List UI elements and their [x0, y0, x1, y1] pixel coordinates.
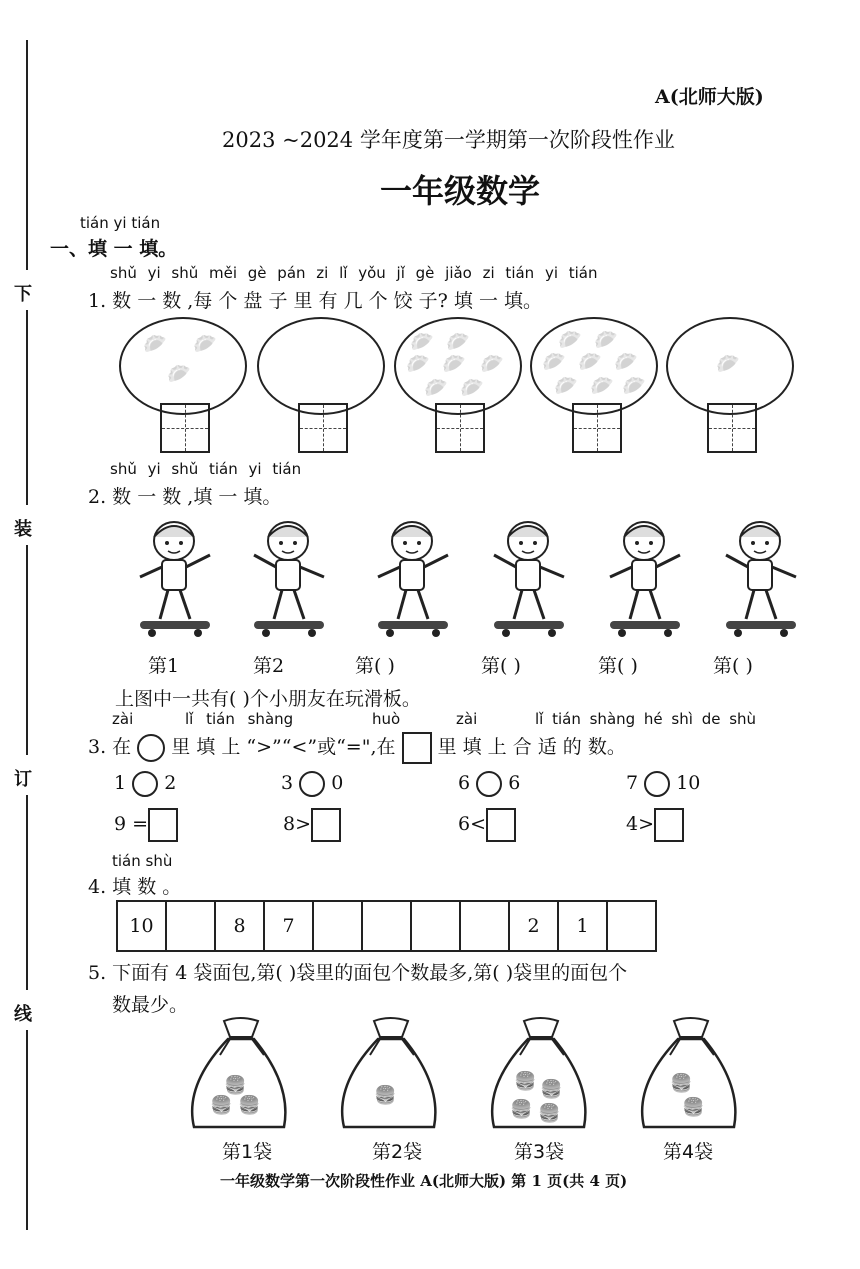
- binding-line: [26, 310, 28, 505]
- bag-label-4: 第4袋: [663, 1141, 714, 1163]
- q2-text: 2. 数 一 数 ,填 一 填。: [88, 486, 282, 508]
- plate-4: [530, 317, 658, 415]
- bread-icon: 🍔: [538, 1103, 561, 1124]
- bread-bag-4: [630, 1015, 750, 1135]
- bread-icon: 🍔: [224, 1075, 247, 1096]
- dumpling-icon: 🥟: [446, 331, 470, 353]
- skater-label-6[interactable]: 第( ): [713, 655, 753, 677]
- dumpling-icon: 🥟: [542, 351, 566, 373]
- term-title: 2023 ~2024 学年度第一学期第一次阶段性作业: [222, 128, 675, 152]
- compare-left: 3: [281, 772, 294, 794]
- compare-circle-input[interactable]: [644, 771, 670, 797]
- plate-1: [119, 317, 247, 415]
- compare-3: [458, 771, 520, 797]
- plate-3: [394, 317, 522, 415]
- skater-label-3[interactable]: 第( ): [355, 655, 395, 677]
- page-title: 一年级数学: [380, 172, 541, 210]
- sequence-cell[interactable]: [166, 901, 215, 951]
- dumpling-icon: 🥟: [442, 353, 466, 375]
- skater-figure: [130, 515, 218, 645]
- bread-bag-1: [180, 1015, 300, 1135]
- dumpling-icon: 🥟: [622, 375, 646, 397]
- binding-line-bottom: [26, 1030, 28, 1230]
- compare-2: [281, 771, 343, 797]
- skater-figure: [244, 515, 332, 645]
- compare-right: 2: [164, 772, 177, 794]
- bread-icon: 🍔: [210, 1095, 233, 1116]
- square-symbol: [402, 732, 432, 764]
- q5-line-2: 数最少。: [112, 994, 189, 1016]
- skater-label-1: 第1: [148, 655, 180, 677]
- q1-text: 1. 数 一 数 ,每 个 盘 子 里 有 几 个 饺 子? 填 一 填。: [88, 290, 542, 312]
- sequence-cell[interactable]: [313, 901, 362, 951]
- answer-box-4[interactable]: [572, 403, 622, 453]
- fill-prefix: 6<: [458, 813, 487, 835]
- q4-pinyin: tián shù: [112, 852, 173, 870]
- q2-sentence: 上图中一共有( )个小朋友在玩滑板。: [115, 688, 421, 710]
- binding-line-top: [26, 40, 28, 270]
- fill-box-input[interactable]: [486, 808, 516, 842]
- compare-1: [114, 771, 176, 797]
- skater-label-2: 第2: [253, 655, 285, 677]
- dumpling-icon: 🥟: [578, 351, 602, 373]
- sequence-cell: 10: [117, 901, 166, 951]
- plate-5: [666, 317, 794, 415]
- fill-prefix: 4>: [626, 813, 655, 835]
- skater-figure: [716, 515, 804, 645]
- compare-left: 1: [114, 772, 127, 794]
- dumpling-icon: 🥟: [558, 329, 582, 351]
- compare-right: 0: [331, 772, 344, 794]
- binding-line: [26, 545, 28, 755]
- sequence-cell: 2: [509, 901, 558, 951]
- skater-figure: [368, 515, 456, 645]
- dumpling-icon: 🥟: [424, 377, 448, 399]
- section1-pinyin: tián yi tián: [80, 214, 161, 232]
- compare-right: 6: [508, 772, 521, 794]
- bread-icon: 🍔: [514, 1071, 537, 1092]
- bag-label-2: 第2袋: [372, 1141, 423, 1163]
- binding-char-4: 线: [14, 1004, 32, 1025]
- bread-icon: 🍔: [540, 1079, 563, 1100]
- q3-text-part-2: 里 填 上 “>”“<”或“=",在: [171, 736, 396, 758]
- plate-2: [257, 317, 385, 415]
- compare-left: 6: [458, 772, 471, 794]
- dumpling-icon: 🥟: [554, 375, 578, 397]
- bread-bag-2: [330, 1015, 450, 1135]
- bread-icon: 🍔: [510, 1099, 533, 1120]
- q3-pinyin-3: huò: [372, 710, 401, 728]
- fill-prefix: 8>: [283, 813, 312, 835]
- number-sequence-table: [116, 900, 657, 952]
- fill-prefix: 9 =: [114, 813, 149, 835]
- skater-figure: [484, 515, 572, 645]
- sequence-cell: 7: [264, 901, 313, 951]
- skater-label-4[interactable]: 第( ): [481, 655, 521, 677]
- dumpling-icon: 🥟: [716, 353, 740, 375]
- dumpling-icon: 🥟: [193, 333, 217, 355]
- sequence-cell[interactable]: [362, 901, 411, 951]
- q5-line-1: 5. 下面有 4 袋面包,第( )袋里的面包个数最多,第( )袋里的面包个: [88, 962, 628, 984]
- binding-line: [26, 795, 28, 990]
- bag-label-1: 第1袋: [222, 1141, 273, 1163]
- sequence-cell[interactable]: [607, 901, 656, 951]
- sequence-cell[interactable]: [460, 901, 509, 951]
- q3-text: [88, 732, 626, 764]
- dumpling-icon: 🥟: [614, 351, 638, 373]
- q4-text: 4. 填 数 。: [88, 876, 182, 898]
- bread-icon: 🍔: [374, 1085, 397, 1106]
- compare-circle-input[interactable]: [132, 771, 158, 797]
- fill-box-input[interactable]: [654, 808, 684, 842]
- circle-symbol: [137, 734, 165, 762]
- fill-1: [114, 808, 178, 842]
- q3-pinyin-1: zài: [112, 710, 134, 728]
- dumpling-icon: 🥟: [594, 329, 618, 351]
- skater-label-5[interactable]: 第( ): [598, 655, 638, 677]
- bag-label-3: 第3袋: [514, 1141, 565, 1163]
- answer-box-3[interactable]: [435, 403, 485, 453]
- dumpling-icon: 🥟: [167, 363, 191, 385]
- q3-text-part-1: 3. 在: [88, 736, 132, 758]
- q3-text-part-3: 里 填 上 合 适 的 数。: [437, 736, 626, 758]
- skater-figure: [600, 515, 688, 645]
- q3-pinyin-4: zài: [456, 710, 478, 728]
- compare-left: 7: [626, 772, 639, 794]
- bread-icon: 🍔: [238, 1095, 261, 1116]
- answer-box-5[interactable]: [707, 403, 757, 453]
- sequence-cell: 1: [558, 901, 607, 951]
- sequence-cell: 8: [215, 901, 264, 951]
- answer-box-1[interactable]: [160, 403, 210, 453]
- bread-bag-3: [480, 1015, 600, 1135]
- fill-box-input[interactable]: [148, 808, 178, 842]
- compare-4: [626, 771, 700, 797]
- sequence-row: [117, 901, 656, 951]
- binding-char-1: 下: [14, 284, 32, 305]
- bread-icon: 🍔: [682, 1097, 705, 1118]
- compare-right: 10: [676, 772, 701, 794]
- dumpling-icon: 🥟: [480, 353, 504, 375]
- q3-pinyin-2: lǐ tián shàng: [185, 710, 294, 728]
- compare-circle-input[interactable]: [476, 771, 502, 797]
- dumpling-icon: 🥟: [143, 333, 167, 355]
- q3-pinyin-5: lǐ tián shàng hé shì de shù: [535, 710, 757, 728]
- dumpling-icon: 🥟: [406, 353, 430, 375]
- bread-icon: 🍔: [670, 1073, 693, 1094]
- sequence-cell[interactable]: [411, 901, 460, 951]
- fill-3: [458, 808, 516, 842]
- section1-title: 一、填 一 填。: [50, 238, 178, 260]
- fill-2: [283, 808, 341, 842]
- compare-circle-input[interactable]: [299, 771, 325, 797]
- answer-box-2[interactable]: [298, 403, 348, 453]
- dumpling-icon: 🥟: [590, 375, 614, 397]
- q2-pinyin: shǔ yi shǔ tián yi tián: [110, 460, 302, 478]
- binding-char-2: 装: [14, 519, 32, 540]
- binding-char-3: 订: [14, 769, 32, 790]
- fill-4: [626, 808, 684, 842]
- dumpling-icon: 🥟: [460, 377, 484, 399]
- page-footer: 一年级数学第一次阶段性作业 A(北师大版) 第 1 页(共 4 页): [220, 1172, 628, 1190]
- fill-box-input[interactable]: [311, 808, 341, 842]
- dumpling-icon: 🥟: [410, 331, 434, 353]
- edition-label: A(北师大版): [655, 86, 764, 108]
- q1-pinyin: shǔ yi shǔ měi gè pán zi lǐ yǒu jǐ gè jiǎo zi tián yi tián: [110, 264, 598, 282]
